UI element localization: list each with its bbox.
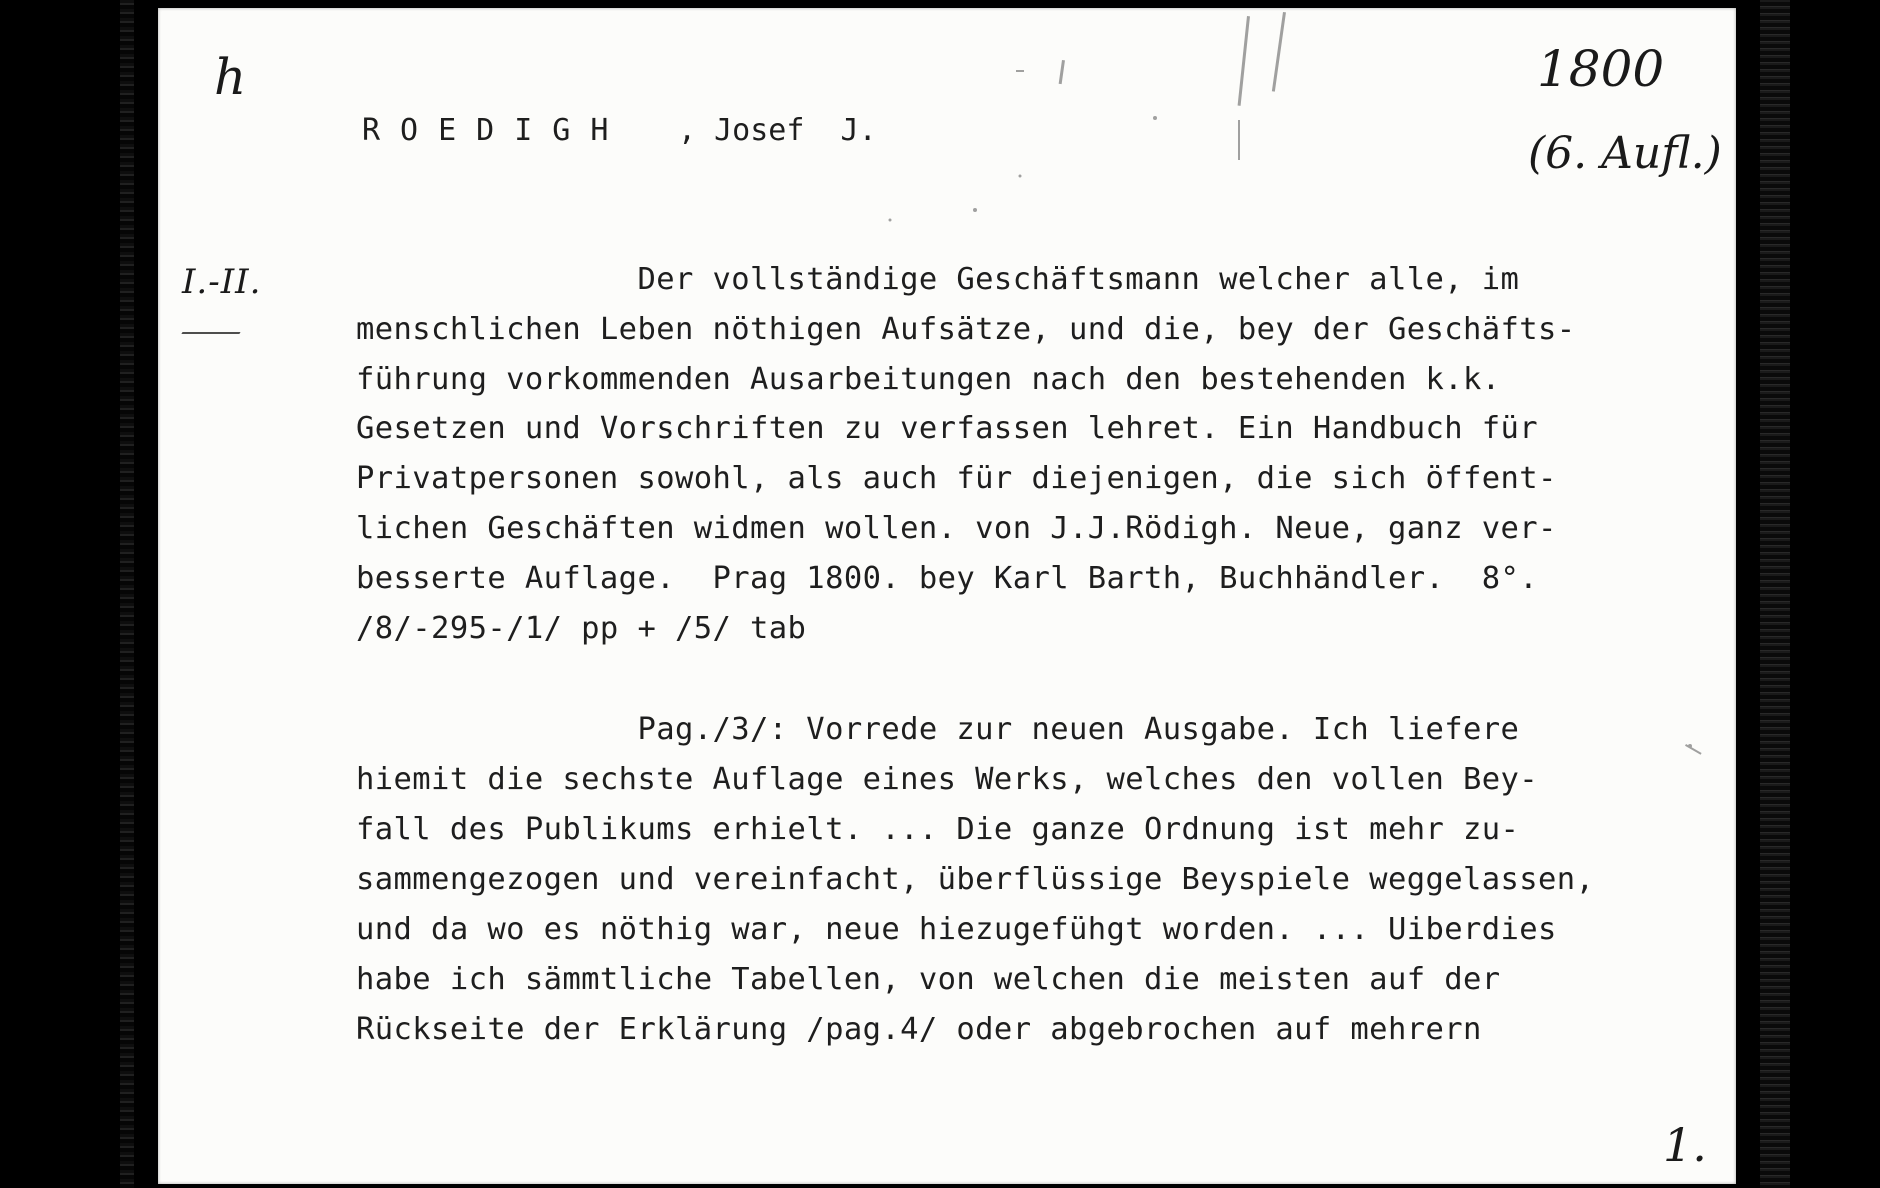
- text-line: lichen Geschäften widmen wollen. von J.J.Rödigh. Neue, ganz ver-: [356, 511, 1557, 546]
- text-line: sammengezogen und vereinfacht, überflüssige Beyspiele weggelassen,: [356, 862, 1595, 897]
- text-line: führung vorkommenden Ausarbeitungen nach den bestehenden k.k.: [356, 362, 1501, 397]
- handwritten-page-number: 1.: [1663, 1118, 1707, 1172]
- author-given-name: , Josef J.: [678, 113, 877, 148]
- text-line: Gesetzen und Vorschriften zu verfassen lehret. Ein Handbuch für: [356, 411, 1539, 446]
- text-line: fall des Publikums erhielt. ... Die ganze Ordnung ist mehr zu-: [356, 812, 1520, 847]
- text-line: menschlichen Leben nöthigen Aufsätze, und die, bey der Geschäfts-: [356, 312, 1576, 347]
- handwritten-mark-top-left: h: [214, 48, 247, 106]
- text-line: Der vollständige Geschäftsmann welcher alle, im: [356, 262, 1520, 297]
- text-line: habe ich sämmtliche Tabellen, von welchen die meisten auf der: [356, 962, 1501, 997]
- text-line: Pag./3/: Vorrede zur neuen Ausgabe. Ich liefere: [356, 712, 1520, 747]
- text-line: Rückseite der Erklärung /pag.4/ oder abgebrochen auf mehrern: [356, 1012, 1482, 1047]
- handwritten-edition-note: (6. Aufl.): [1528, 128, 1722, 179]
- handwritten-volume-mark: I.-II.: [182, 262, 262, 302]
- text-line: hiemit die sechste Auflage eines Werks, welches den vollen Bey-: [356, 762, 1539, 797]
- text-line: /8/-295-/1/ pp + /5/ tab: [356, 611, 807, 646]
- handwritten-year: 1800: [1537, 40, 1665, 98]
- text-line: besserte Auflage. Prag 1800. bey Karl Barth, Buchhändler. 8°.: [356, 561, 1539, 596]
- author-surname: ROEDIGH: [362, 113, 629, 148]
- text-line: und da wo es nöthig war, neue hiezugefühgt worden. ... Uiberdies: [356, 912, 1557, 947]
- text-line: Privatpersonen sowohl, als auch für diejenigen, die sich öffent-: [356, 461, 1557, 496]
